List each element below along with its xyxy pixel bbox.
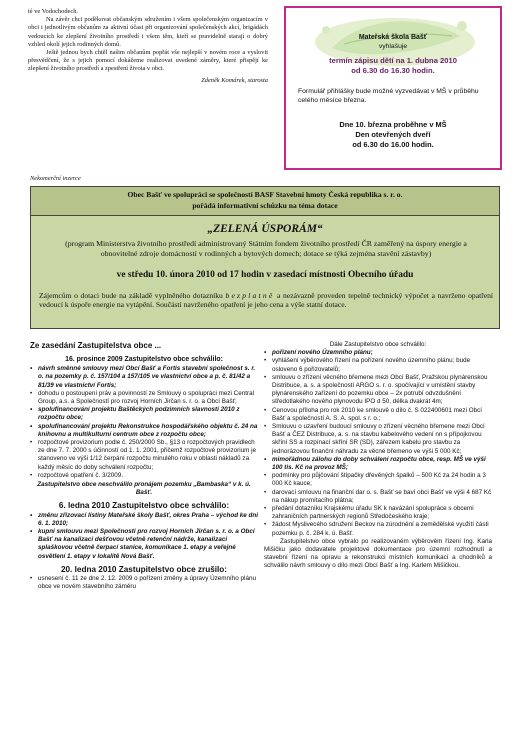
announcement-title: „ZELENÁ ÚSPORÁM“ <box>207 223 323 235</box>
section-title: Ze zasedání Zastupitelstva obce ... <box>30 341 162 350</box>
list-item: • vyhlášení výběrového řízení na pořízení nového územního plánu; bude osloveno 6 pořizovatelů; <box>264 357 492 373</box>
list-item: • dohodu o postoupení práv a povinností ze Smlouvy o spolupráci mezi Central Group, a.s. a Společností pro rozvoj Horních Jirčan s. r. o. a Obcí Bašť; <box>30 390 258 406</box>
list-item: • rozpočtové opatření č. 3/2009. <box>30 472 258 480</box>
list-item: • rozpočtové provizorium podle č. 250/2000 Sb., §13 o rozpočtových pravidlech ze dne 7. 7. 2000 s účinností od 1. 1. 2001, přičemž rozpočtové provizorium je stanoveno ve výši 1/12 čerpání rozpočtu minulého roku v oblasti nákladů za každý měsíc do doby schválení rozpočtu; <box>30 439 258 472</box>
list-item: • návrh směnné smlouvy mezi Obcí Bašť a Fortis stavební společnost s. r. o. na pozemky p. č. 157/104 a 157/105 ve vlastnictví obce a p. č. 81/42 a 81/39 ve vlastnictví Fortis; <box>30 365 258 390</box>
left-column <box>30 354 258 591</box>
kindergarten-name: Mateřská škola Bašť <box>358 34 428 41</box>
right-column <box>264 341 492 571</box>
resolution-list <box>264 349 492 538</box>
list-item: • pořízení nového Územního plánu; <box>264 349 492 357</box>
mayor-letter <box>28 8 268 85</box>
resolution-list <box>30 575 258 591</box>
enrollment-term <box>286 56 500 76</box>
noncommercial-label: Nekomerční inzerce <box>30 175 81 182</box>
list-item: • spolufinancování projektu Baštěckých podzimních slavností 2010 z rozpočtu obce; <box>30 406 258 422</box>
list-item: • usnesení č. 11 ze dne 2. 12. 2009 o pořízení změny a úpravy Územního plánu obce ve novém stavebního záměru <box>30 575 258 591</box>
resolution-list <box>30 365 258 480</box>
list-item: • změnu zřizovací listiny Mateřské školy Bašť, okres Praha – východ ke dni 6. 1. 2010; <box>30 512 258 528</box>
announcement-details <box>39 291 493 310</box>
announcement-line: Obec Bašť ve spolupráci se společností BASF Stavební hmoty Česká republika s. r. o. <box>127 190 403 199</box>
session-heading: 16. prosince 2009 Zastupitelstvo obce schválilo: <box>65 356 223 363</box>
list-item: • žádost Myslivecého sdružení Beckov na zúrodnění a zemědělské využití části pozemku p. č. 284 k. ú. Bašť. <box>264 521 492 537</box>
letter-paragraph: Na závěr chci poděkovat občanským sdružením i všem společenským organizacím v obci i jednotlivým občanům za aktivní účast při organizování společenských akcí, brigádách vedoucích ke zlepšení životního prostředí i všem těm, kteří se pravidelně starají o dobrý vzhled okolí jejich rodinných domů. <box>28 16 268 48</box>
list-item: • smlouvu o zřízení věcného břemene mezi Obcí Bašť, Pražskou plynárenskou Distribuce, a. s. a společností ARGO s. r. o. spočívající v umístění stavby plynárenského zařízení do pozemku obce – 2x potrubí odvzdušnění středotlakého nového plynovodu IPO d 50, délka dvakrát 4m; <box>264 374 492 407</box>
session-heading: 20. ledna 2010 Zastupitelstvo obce zrušilo: <box>60 564 228 574</box>
list-item: • Smlouvu o uzavření budoucí smlouvy o zřízení věcného břemene mezi Obcí Bašť a ČEZ Distribuce, a. s. na stavbu kabelového vedení nn s přípojkovou skříní SS a rozpínací skříní SR (SD), zářezem kabelu pro stavbu za jednorázovou finanční náhradu za věcné břemeno ve výši 5 000 Kč; <box>264 423 492 456</box>
rejected-note: Zastupitelstvo obce neschválilo pronájem pozemku „Bambaska“ v k. ú. Bašť. <box>37 481 251 497</box>
list-item: • kupní smlouvu mezi Společností pro rozvoj Horních Jirčan s. r. o. a Obcí Bašť na kanalizaci dešťovou včetně retenční nádrže, kanalizaci splaškovou včetně čerpací stanice, komunikace 1. etapy a veřejné osvětlení 1. etapy v lokalitě Nová Bašť. <box>30 528 258 561</box>
list-item: • mimořádnou zálohu do doby schválení rozpočtu obce, resp. MŠ ve výši 100 tis. Kč na provoz MŠ; <box>264 456 492 472</box>
list-item: • darovací smlouvu na finanční dar o. s. Bašť se baví obci Bašť ve výši 4 687 Kč na nákup promítacího plátna; <box>264 489 492 505</box>
meeting-date: ve středu 10. února 2010 od 17 hodin v zasedací místnosti Obecního úřadu <box>116 270 414 280</box>
program-description: (program Ministerstva životního prostředí administrovaný Státním fondem životního prostředí ČR zaměřený na úspory energie a obnovitelné zdroje domácností v rodinných a bytových domech; dotace se týká zejména stavění zástavby) <box>65 239 467 258</box>
details-text: a nezávazně proveden tepelně technický výpočet a navrženo opatření vedoucí k úspoře energie na vytápění. Součástí navrženého opatření je jeho cena a výše statní dotace. <box>39 291 493 310</box>
list-item: • podmínky pro půjčování štípačky dřevěných špalků – 500 Kč za 24 hodin a 3 000 Kč kauce; <box>264 472 492 488</box>
open-day-line: od 6.30 do 16.00 hodin. <box>352 140 434 149</box>
session-heading: Dále Zastupitelstvo obce schválilo: <box>329 341 427 348</box>
green-savings-announcement <box>30 186 500 329</box>
list-item: • předání dotazníku Krajskému úřadu SK k navázání spolupráce s obcemi zahraničních partnerských regionů Středočeského kraje; <box>264 505 492 521</box>
free-emphasis: bezplatně <box>225 291 275 300</box>
resolution-list <box>30 512 258 561</box>
list-item: • spolufinancování projektu Rekonstrukce hospodářského objektu č. 24 na knihovnu a multikulturní centrum obce z rozpočtu obce; <box>30 423 258 439</box>
enrollment-date: termín zápisu dětí na 1. dubna 2010 <box>329 56 457 65</box>
kindergarten-announcement <box>284 6 502 170</box>
letter-paragraph: té ve Vodochodech. <box>28 8 78 15</box>
kindergarten-subtitle: vyhlašuje <box>378 43 408 50</box>
letter-paragraph: Ještě jednou bych chtěl našim občanům popřát vše nejlepší v novém roce a vyslovit přesvědčení, že s jejich pomocí dokážeme realizovat uvedené záměry, které přispějí ke zlepšení životního prostředí a zpestření života v obci. <box>28 49 268 73</box>
details-text: Zájemcům o dotaci bude na základě vyplněného dotazníku <box>39 291 226 300</box>
enrollment-hours: od 6.30 do 16.30 hodin. <box>351 66 435 75</box>
form-note: Formulář přihlášky bude možné vyzvedávat v MŠ v průběhu celého měsíce března. <box>298 88 479 104</box>
open-day-line: Den otevřených dveří <box>355 130 431 139</box>
open-day-line: Dne 10. března proběhne v MŠ <box>339 120 447 129</box>
announcement-line: pořádá informativní schůzku na téma dotace <box>192 201 338 210</box>
closing-paragraph: Zastupitelstvo obce vybralo po realizovaném výběrovém řízení Ing. Karla Mišičku jako dodavatele projektové dokumentace pro územní rozhodnutí a stavební řízení na opravu a rekonstrukci místních komunikací a chodníků a schválilo návrh smlouvy o dílo mezi Obcí Bašť a Ing. Karlem Mišičkou. <box>264 537 492 570</box>
session-heading: 6. ledna 2010 Zastupitelstvo obce schválilo: <box>58 501 230 511</box>
open-day <box>286 120 500 150</box>
letter-signature: Zdeněk Komárek, starosta <box>201 76 268 84</box>
announcement-header <box>31 187 499 216</box>
list-item: • Cenovou příloha pro rok 2010 ke smlouvě o dílo č. S 022400601 mezi Obcí Bašť a společností A. S. A. spol. s r. o.; <box>264 407 492 423</box>
